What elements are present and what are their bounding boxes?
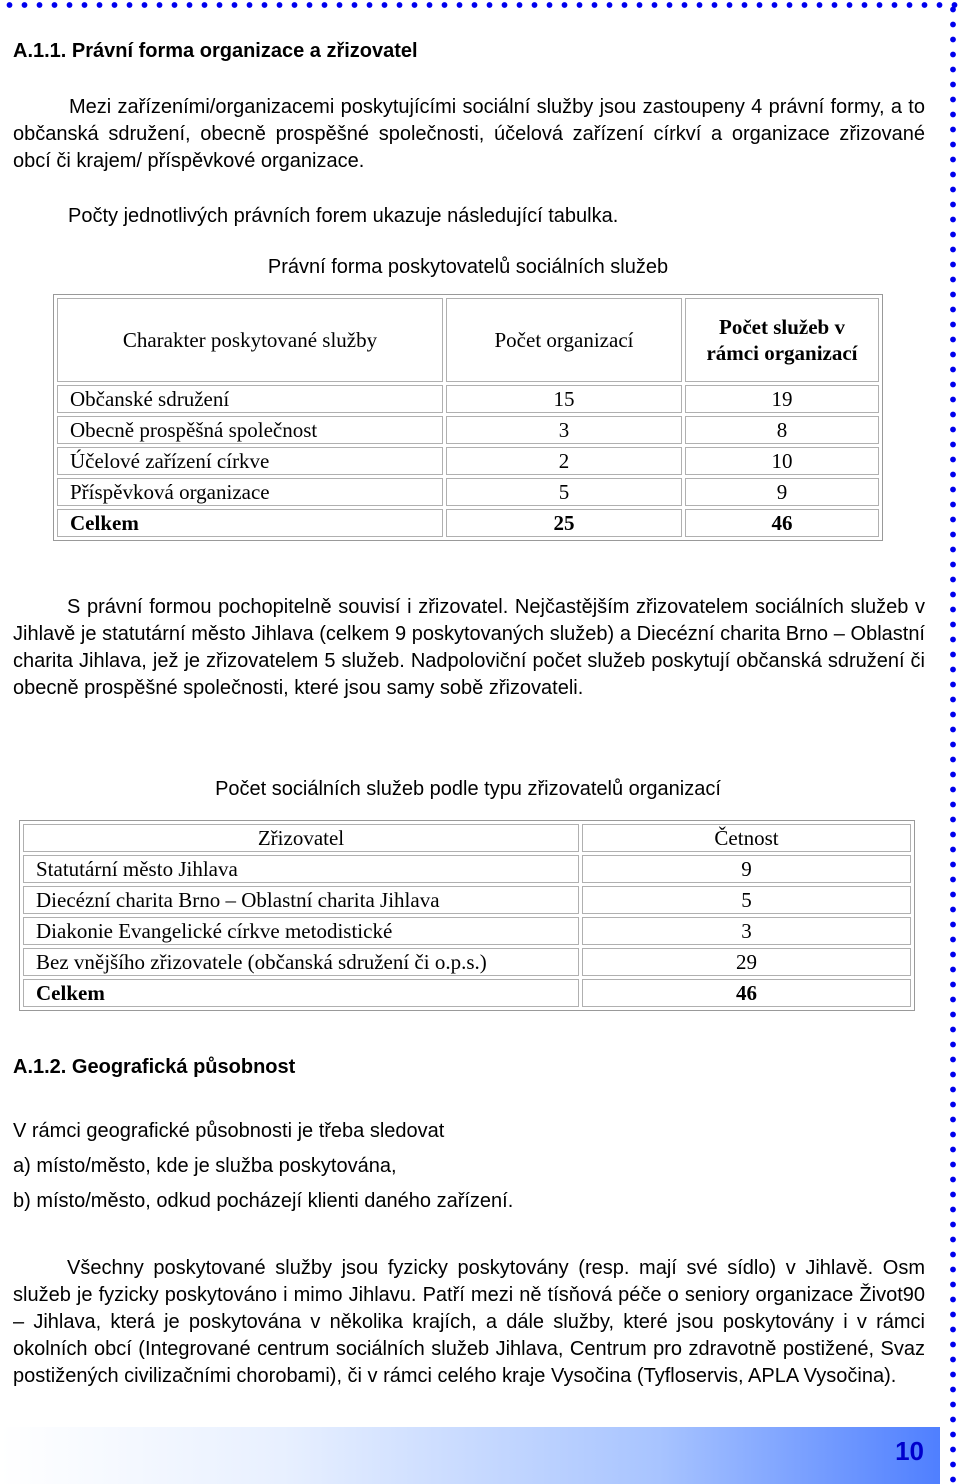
geography-list-item-a: a) místo/město, kde je služba poskytována, [13, 1155, 397, 1177]
table1-cell: Obecně prospěšná společnost [57, 416, 443, 444]
table2-cell: 5 [582, 886, 911, 914]
table1-cell: 3 [446, 416, 682, 444]
paragraph-legal-forms: Mezi zařízeními/organizacemi poskytujícími sociální služby jsou zastoupeny 4 právní formy, a to občanská sdružení, obecně prospěšné společnosti, účelová zařízení církví a organizace zřizované obcí či krajem/ příspěvkové organizace. [13, 96, 925, 172]
table2-header-cell: Četnost [582, 824, 911, 852]
table1-cell: 8 [685, 416, 879, 444]
page-number: 10 [895, 1436, 924, 1466]
section-heading-geography: A.1.2. Geografická působnost [13, 1056, 296, 1078]
table1-caption: Právní forma poskytovatelů sociálních služeb [267, 256, 669, 278]
table2-cell: 29 [582, 948, 911, 976]
table2-total-cell: 46 [582, 979, 911, 1007]
table1-header-cell: Počet organizací [446, 298, 682, 382]
table2-header-cell: Zřizovatel [23, 824, 579, 852]
paragraph-table-intro: Počty jednotlivých právních forem ukazuje následující tabulka. [68, 205, 619, 227]
section-heading-legal-form: A.1.1. Právní forma organizace a zřizovatel [13, 40, 418, 62]
table1-header-row [57, 298, 879, 382]
table2-header-row [23, 824, 911, 852]
table-row [57, 447, 879, 475]
table1-total-cell: 46 [685, 509, 879, 537]
table-row [57, 416, 879, 444]
geography-list-item-b: b) místo/město, odkud pocházejí klienti daného zařízení. [13, 1190, 514, 1212]
table1-cell: Účelové zařízení církve [57, 447, 443, 475]
table-row [23, 948, 911, 976]
table2-cell: Bez vnějšího zřizovatele (občanská sdružení či o.p.s.) [23, 948, 579, 976]
table2-cell: 3 [582, 917, 911, 945]
table1-cell: 15 [446, 385, 682, 413]
table2-caption: Počet sociálních služeb podle typu zřizovatelů organizací [215, 778, 721, 800]
table1-total-row [57, 509, 879, 537]
decorative-dotted-border-top [0, 0, 960, 10]
table1-cell: 5 [446, 478, 682, 506]
table-row [23, 886, 911, 914]
decorative-dotted-border-right [946, 0, 960, 1484]
table1-cell: 19 [685, 385, 879, 413]
table2-cell: Diecézní charita Brno – Oblastní charita Jihlava [23, 886, 579, 914]
table1-cell: 2 [446, 447, 682, 475]
table1-cell: Občanské sdružení [57, 385, 443, 413]
table1-header-cell: Charakter poskytované služby [57, 298, 443, 382]
table2-cell: Statutární město Jihlava [23, 855, 579, 883]
table-row [23, 855, 911, 883]
table1-total-cell: 25 [446, 509, 682, 537]
table1-total-cell: Celkem [57, 509, 443, 537]
footer-band [0, 1427, 940, 1484]
paragraph-geography: Všechny poskytované služby jsou fyzicky poskytovány (resp. mají své sídlo) v Jihlavě. Osm služeb je fyzicky poskytováno i mimo Jihlavu. Patří mezi ně tísňová péče o seniory organizace Život90 – Jihlava, která je poskytována v několika krajích, a dále služby, které jsou poskytovány i v rámci okolních obcí (Integrované centrum sociálních služeb Jihlava, Centrum pro zdravotně postižené, Svaz postižených civilizačními chorobami), či v rámci celého kraje Vysočina (Tyfloservis, APLA Vysočina). [13, 1257, 925, 1387]
paragraph-founders: S právní formou pochopitelně souvisí i zřizovatel. Nejčastějším zřizovatelem sociálních služeb v Jihlavě je statutární město Jihlava (celkem 9 poskytovaných služeb) a Diecézní charita Brno – Oblastní charita Jihlava, jež je zřizovatelem 5 služeb. Nadpoloviční počet služeb poskytují občanská sdružení či obecně prospěšné společnosti, které jsou samy sobě zřizovateli. [13, 596, 925, 699]
table2-total-row [23, 979, 911, 1007]
table-row [23, 917, 911, 945]
table-row [57, 385, 879, 413]
table-legal-form [53, 294, 883, 541]
table2-total-cell: Celkem [23, 979, 579, 1007]
table1-header-cell: Počet služeb v rámci organizací [685, 298, 879, 382]
table2-cell: Diakonie Evangelické církve metodistické [23, 917, 579, 945]
table1-cell: Příspěvková organizace [57, 478, 443, 506]
table-founders [19, 820, 915, 1011]
table-row [57, 478, 879, 506]
table1-cell: 9 [685, 478, 879, 506]
geography-intro-line: V rámci geografické působnosti je třeba sledovat [13, 1120, 445, 1142]
table2-cell: 9 [582, 855, 911, 883]
table1-cell: 10 [685, 447, 879, 475]
